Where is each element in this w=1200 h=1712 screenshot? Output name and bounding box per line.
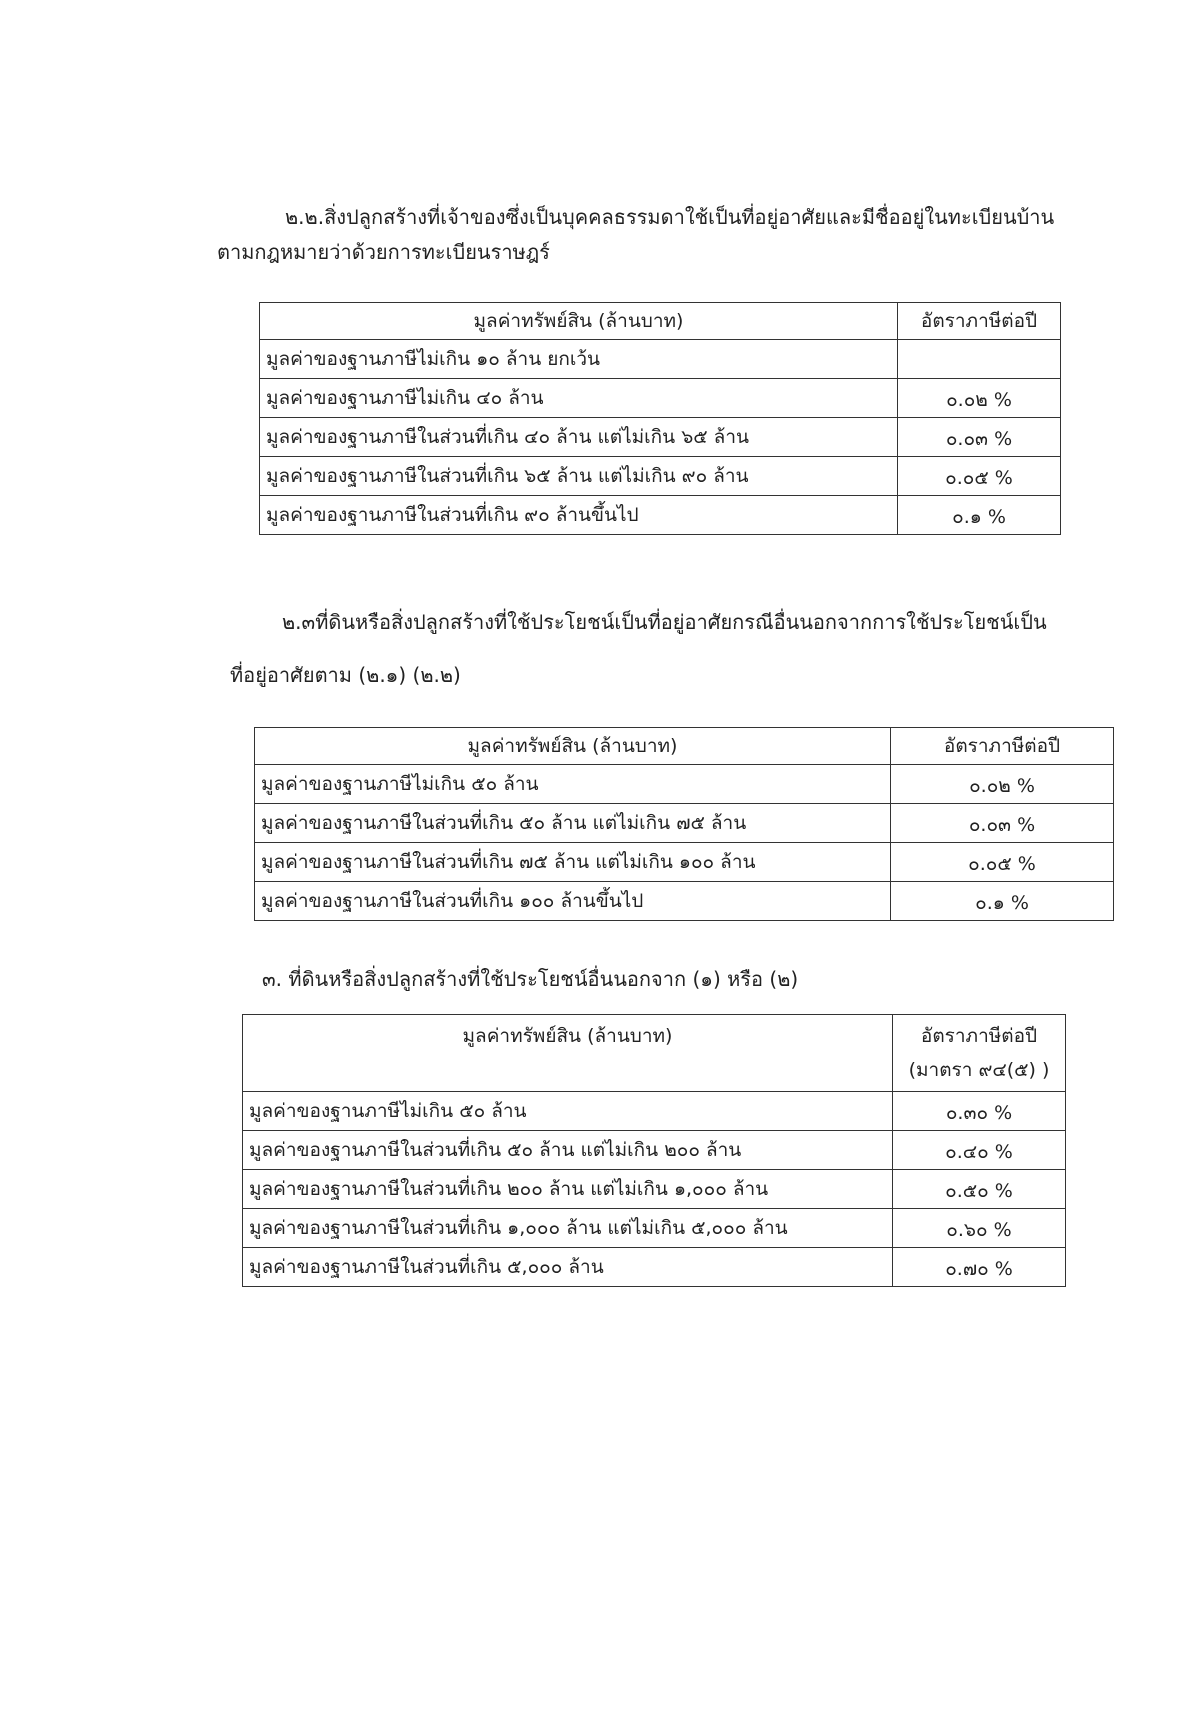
rate-table-2-3: [254, 727, 1114, 921]
section-2-3-heading-line2: ที่อยู่อาศัยตาม (๒.๑) (๒.๒): [230, 663, 461, 687]
row-label: มูลค่าของฐานภาษีในส่วนที่เกิน ๔๐ ล้าน แต่ไม่เกิน ๖๕ ล้าน: [260, 418, 898, 457]
row-rate: ๐.๐๓ %: [891, 804, 1114, 843]
row-rate: ๐.๖๐ %: [893, 1209, 1066, 1248]
row-label: มูลค่าของฐานภาษีในส่วนที่เกิน ๗๕ ล้าน แต่ไม่เกิน ๑๐๐ ล้าน: [255, 843, 891, 882]
row-label: มูลค่าของฐานภาษีไม่เกิน ๕๐ ล้าน: [255, 765, 891, 804]
table-row: [243, 1131, 1066, 1170]
table-row: [255, 804, 1114, 843]
row-label: มูลค่าของฐานภาษีในส่วนที่เกิน ๕,๐๐๐ ล้าน: [243, 1248, 893, 1287]
rate-table-2-2: [259, 302, 1061, 535]
row-rate: ๐.๐๓ %: [898, 418, 1061, 457]
table-row: [243, 1248, 1066, 1287]
section-2-2-heading-line1: ๒.๒.สิ่งปลูกสร้างที่เจ้าของซึ่งเป็นบุคคลธรรมดาใช้เป็นที่อยู่อาศัยและมีชื่ออยู่ในทะเบียนบ้าน: [285, 205, 1055, 229]
row-label: มูลค่าของฐานภาษีในส่วนที่เกิน ๙๐ ล้านขึ้นไป: [260, 496, 898, 535]
col-header-rate: อัตราภาษีต่อปี: [891, 728, 1114, 765]
table-row: [260, 418, 1061, 457]
row-label: มูลค่าของฐานภาษีไม่เกิน ๑๐ ล้าน ยกเว้น: [260, 340, 898, 379]
row-rate: ๐.๕๐ %: [893, 1170, 1066, 1209]
table-row: [255, 843, 1114, 882]
col-header-value: มูลค่าทรัพย์สิน (ล้านบาท): [243, 1015, 893, 1092]
row-label: มูลค่าของฐานภาษีไม่เกิน ๔๐ ล้าน: [260, 379, 898, 418]
table-row: [260, 340, 1061, 379]
row-label: มูลค่าของฐานภาษีในส่วนที่เกิน ๕๐ ล้าน แต่ไม่เกิน ๗๕ ล้าน: [255, 804, 891, 843]
table-row: [255, 882, 1114, 921]
row-label: มูลค่าของฐานภาษีในส่วนที่เกิน ๑๐๐ ล้านขึ้นไป: [255, 882, 891, 921]
row-rate: [898, 340, 1061, 379]
col-header-rate-line1: อัตราภาษีต่อปี: [920, 1025, 1038, 1047]
table-row: [260, 457, 1061, 496]
row-rate: ๐.๔๐ %: [893, 1131, 1066, 1170]
col-header-value: มูลค่าทรัพย์สิน (ล้านบาท): [260, 303, 898, 340]
row-rate: ๐.๐๕ %: [891, 843, 1114, 882]
row-label: มูลค่าของฐานภาษีในส่วนที่เกิน ๑,๐๐๐ ล้าน แต่ไม่เกิน ๕,๐๐๐ ล้าน: [243, 1209, 893, 1248]
table-row: [243, 1092, 1066, 1131]
row-label: มูลค่าของฐานภาษีในส่วนที่เกิน ๖๕ ล้าน แต่ไม่เกิน ๙๐ ล้าน: [260, 457, 898, 496]
section-2-2-heading-line2: ตามกฎหมายว่าด้วยการทะเบียนราษฎร์: [217, 240, 550, 264]
col-header-value: มูลค่าทรัพย์สิน (ล้านบาท): [255, 728, 891, 765]
table-header-row: [260, 303, 1061, 340]
row-label: มูลค่าของฐานภาษีไม่เกิน ๕๐ ล้าน: [243, 1092, 893, 1131]
col-header-rate: อัตราภาษีต่อปี: [898, 303, 1061, 340]
row-label: มูลค่าของฐานภาษีในส่วนที่เกิน ๕๐ ล้าน แต่ไม่เกิน ๒๐๐ ล้าน: [243, 1131, 893, 1170]
table-row: [243, 1170, 1066, 1209]
section-2-3-heading-line1: ๒.๓ที่ดินหรือสิ่งปลูกสร้างที่ใช้ประโยชน์เป็นที่อยู่อาศัยกรณีอื่นนอกจากการใช้ประโยชน์เป็น: [282, 610, 1047, 634]
rate-table-3: [242, 1014, 1066, 1287]
row-rate: ๐.๐๕ %: [898, 457, 1061, 496]
row-rate: ๐.๓๐ %: [893, 1092, 1066, 1131]
table-row: [260, 379, 1061, 418]
table-row: [255, 765, 1114, 804]
row-rate: ๐.๐๒ %: [891, 765, 1114, 804]
row-rate: ๐.๑ %: [898, 496, 1061, 535]
table-row: [243, 1209, 1066, 1248]
table-header-row: [243, 1015, 1066, 1092]
section-3-heading: ๓. ที่ดินหรือสิ่งปลูกสร้างที่ใช้ประโยชน์อื่นนอกจาก (๑) หรือ (๒): [262, 967, 799, 991]
table-row: [260, 496, 1061, 535]
col-header-rate-line2: (มาตรา ๙๔(๕) ): [908, 1059, 1050, 1081]
row-rate: ๐.๐๒ %: [898, 379, 1061, 418]
col-header-rate: [893, 1015, 1066, 1092]
table-header-row: [255, 728, 1114, 765]
row-label: มูลค่าของฐานภาษีในส่วนที่เกิน ๒๐๐ ล้าน แต่ไม่เกิน ๑,๐๐๐ ล้าน: [243, 1170, 893, 1209]
row-rate: ๐.๗๐ %: [893, 1248, 1066, 1287]
row-rate: ๐.๑ %: [891, 882, 1114, 921]
